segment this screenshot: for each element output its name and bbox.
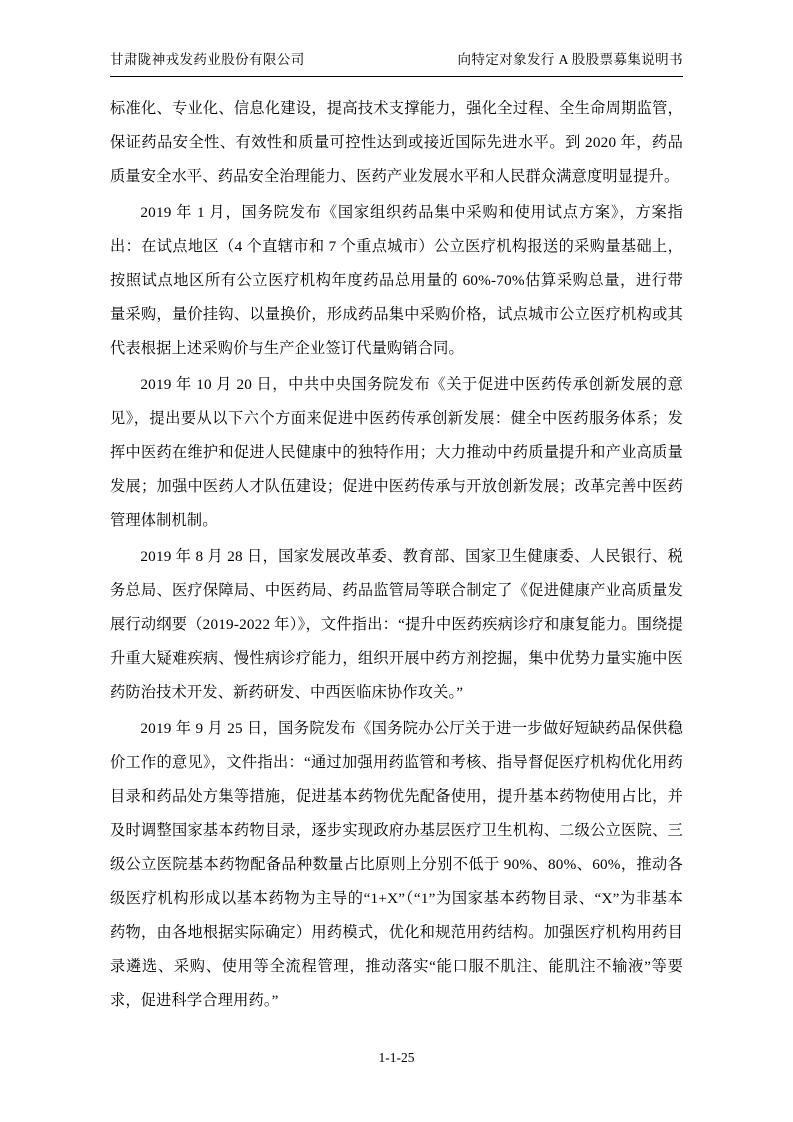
paragraph: 2019 年 1 月，国务院发布《国家组织药品集中采购和使用试点方案》，方案指出：在试点地区（4 个直辖市和 7 个重点城市）公立医疗机构报送的采购量基础上，按照试点地区所有公立医疗机构年度药品总用量的 60%-70%估算采购总量，进行带量采购，量价挂钩、以量换价，形成药品集中采购价格，试点城市公立医疗机构或其代表根据上述采购价与生产企业签订代量购销合同。 — [110, 204, 683, 357]
paragraph: 2019 年 9 月 25 日，国务院发布《国务院办公厅关于进一步做好短缺药品保供稳价工作的意见》，文件指出：“通过加强用药监管和考核、指导督促医疗机构优化用药目录和药品处方集等措施，促进基本药物优先配备使用，提升基本药物使用占比，并及时调整国家基本药物目录，逐步实现政府办基层医疗卫生机构、二级公立医院、三级公立医院基本药物配备品种数量占比原则上分别不低于 90%、80%、60%，推动各级医疗机构形成以基本药物为主导的“1+X”（“1”为国家基本药物目录、“X”为非基本药物，由各地根据实际确定）用药模式，优化和规范用药结构。加强医疗机构用药目录遴选、采购、使用等全流程管理，推动落实“能口服不肌注、能肌注不输液”等要求，促进科学合理用药。” — [110, 720, 683, 1009]
page-number: 1-1-25 — [378, 1050, 415, 1065]
paragraph: 标准化、专业化、信息化建设，提高技术支撑能力，强化全过程、全生命周期监管，保证药品安全性、有效性和质量可控性达到或接近国际先进水平。到 2020 年，药品质量安全水平、药品安全治理能力、医药产业发展水平和人民群众满意度明显提升。 — [110, 100, 683, 185]
paragraph: 2019 年 10 月 20 日，中共中央国务院发布《关于促进中医药传承创新发展的意见》，提出要从以下六个方面来促进中医药传承创新发展：健全中医药服务体系；发挥中医药在维护和促进人民健康中的独特作用；大力推动中药质量提升和产业高质量发展；加强中医药人才队伍建设；促进中医药传承与开放创新发展；改革完善中医药管理体制机制。 — [110, 376, 683, 529]
header-divider — [110, 76, 683, 77]
page-header — [110, 48, 683, 68]
header-company-name: 甘肃陇神戎发药业股份有限公司 — [110, 52, 305, 67]
page-footer — [0, 1050, 793, 1066]
header-document-title: 向特定对象发行 A 股股票募集说明书 — [457, 52, 683, 67]
page-body — [110, 92, 683, 1020]
paragraph: 2019 年 8 月 28 日，国家发展改革委、教育部、国家卫生健康委、人民银行、税务总局、医疗保障局、中医药局、药品监管局等联合制定了《促进健康产业高质量发展行动纲要（2019-2022 年）》，文件指出：“提升中医药疾病诊疗和康复能力。围绕提升重大疑难疾病、慢性病诊疗能力，组织开展中药方剂挖掘，集中优势力量实施中医药防治技术开发、新药研发、中西医临床协作攻关。” — [110, 548, 683, 701]
